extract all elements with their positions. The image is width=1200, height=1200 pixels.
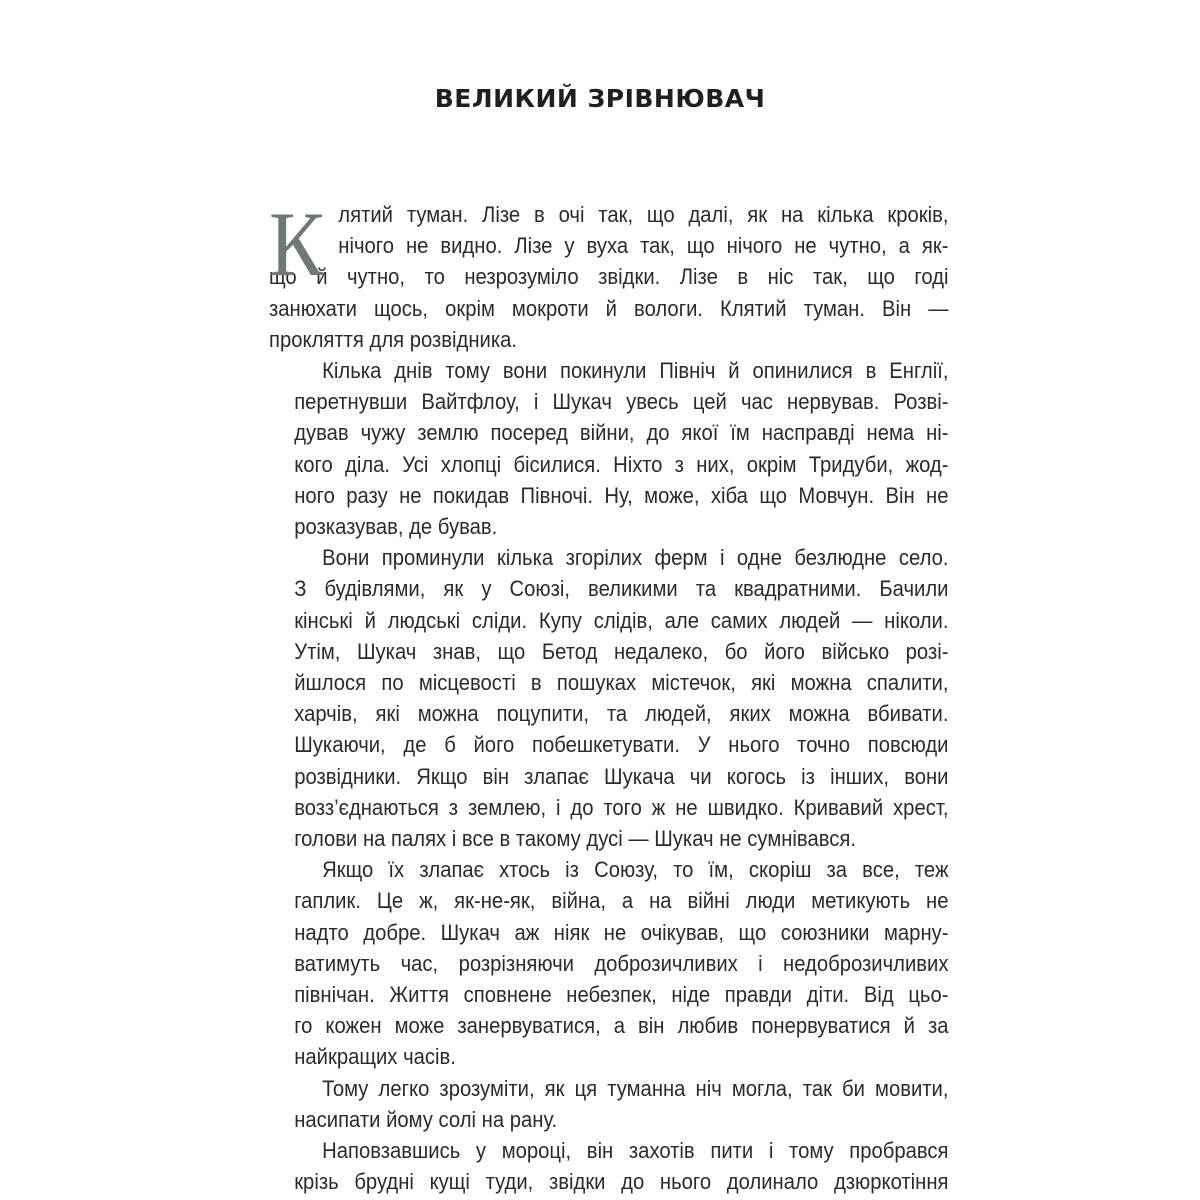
text-line: нічого не видно. Лізе у вуха так, що нічого не чутно, а як-: [338, 233, 949, 259]
text-line: Вони проминули кілька згорілих ферм і одне безлюдне село.: [322, 545, 949, 571]
text-line: розвідники. Якщо він злапає Шукача чи когось із інших, вони: [294, 763, 949, 789]
paragraph-4: [269, 854, 949, 1072]
text-line: харчів, які можна поцупити, та людей, яких можна вбивати.: [294, 701, 949, 727]
text-line: ватимуть час, розрізняючи доброзичливих і недоброзичливих: [294, 950, 949, 976]
text-line: Кілька днів тому вони покинули Північ й опинилися в Енглії,: [322, 358, 949, 384]
chapter-title: ВЕЛИКИЙ ЗРІВНЮВАЧ: [434, 84, 766, 113]
text-line: голови на палях і все в такому дусі — Шукач не сумнівався.: [294, 826, 856, 852]
text-line: дував чужу землю посеред війни, до якої їм насправді нема ні-: [294, 420, 949, 446]
text-line: кого діла. Усі хлопці бісилися. Ніхто з них, окрім Тридуби, жод-: [294, 451, 949, 477]
text-line: Шукаючи, де б його побешкетувати. У нього точно повсюди: [294, 732, 949, 758]
text-line: прокляття для розвідника.: [269, 326, 518, 352]
text-line: розказував, де бував.: [294, 514, 498, 540]
text-line: крізь брудні кущі туди, звідки до нього долинало дзюркотіння: [294, 1169, 949, 1195]
text-line: возз’єднаються з землею, і до того ж не швидко. Кривавий хрест,: [294, 794, 949, 820]
paragraph-5: [269, 1073, 949, 1135]
text-line: лятий туман. Лізе в очі так, що далі, як на кілька кроків,: [338, 202, 949, 227]
text-line: ного разу не покидав Півночі. Ну, може, хіба що Мовчун. Він не: [294, 482, 949, 508]
drop-cap: К: [269, 193, 325, 295]
paragraph-6: [269, 1135, 949, 1197]
text-line: насипати йому солі на рану.: [294, 1106, 558, 1132]
text-line: північан. Життя сповнене небезпек, ніде правди діти. Від цьо-: [294, 982, 949, 1008]
body-text: [269, 193, 949, 1198]
text-line: З будівлями, як у Союзі, великими та квадратними. Бачили: [294, 576, 949, 602]
text-line: гаплик. Це ж, як-не-як, війна, а на війні люди метикують не: [294, 888, 949, 914]
text-line: занюхати щось, окрім мокроти й вологи. Клятий туман. Він —: [269, 295, 949, 321]
text-line: Тому легко зрозуміти, як ця туманна ніч могла, так би мовити,: [322, 1075, 949, 1101]
text-line: Якщо їх злапає хтось із Союзу, то їм, скоріш за все, теж: [322, 857, 949, 883]
text-line: кінські й людські сліди. Купу слідів, але самих людей — ніколи.: [294, 607, 949, 633]
text-line: йшлося по місцевості в пошуках містечок, які можна спалити,: [294, 670, 949, 696]
paragraph-2: [269, 355, 949, 542]
paragraph-3: [269, 542, 949, 854]
text-line: найкращих часів.: [294, 1044, 456, 1070]
text-line: Наповзавшись у мороці, він захотів пити і тому пробрався: [322, 1138, 949, 1164]
text-line: Утім, Шукач знав, що Бетод недалеко, бо його військо розі-: [294, 638, 949, 664]
paragraph-1: [269, 193, 949, 355]
text-line: надто добре. Шукач аж ніяк не очікував, що союзники марну-: [294, 919, 949, 945]
text-line: го кожен може занервуватися, а він любив понервуватися й за: [294, 1013, 949, 1039]
text-line: що й чутно, то незрозуміло звідки. Лізе в ніс так, що годі: [269, 264, 949, 290]
text-line: перетнувши Вайтфлоу, і Шукач увесь цей час нервував. Розві-: [294, 389, 949, 415]
